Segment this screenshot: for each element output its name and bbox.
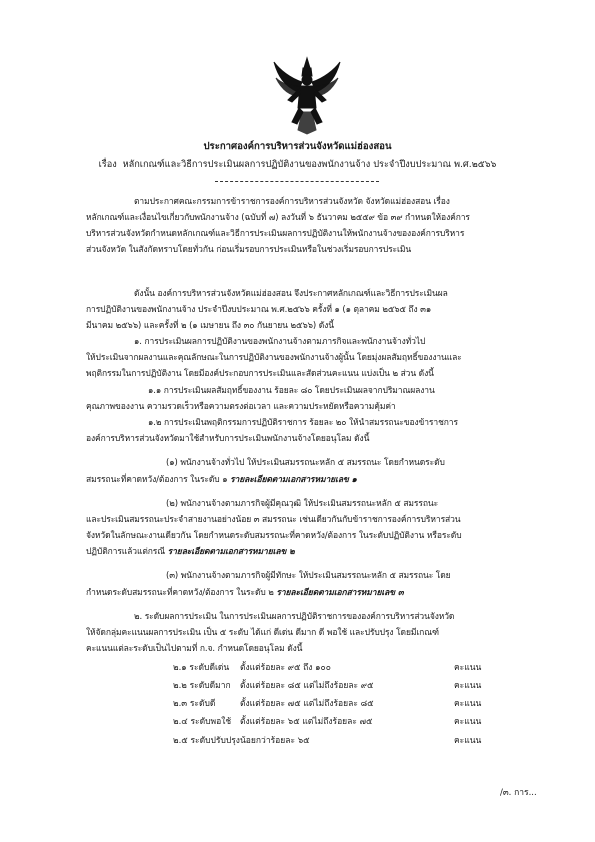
level-unit: คะแนน	[454, 717, 482, 727]
level-range: ตั้งแต่ร้อยละ ๖๕ แต่ไม่ถึงร้อยละ ๗๕	[240, 717, 373, 727]
sub-item-line: (๒) พนักงานจ้างตามภารกิจผู้มีคุณวุฒิ ให้ประเมินสมรรถนะหลัก ๕ สมรรถนะ	[166, 499, 439, 509]
title-divider	[215, 181, 379, 182]
level-label: ๒.๔ ระดับพอใช้	[173, 717, 232, 727]
subject-text: หลักเกณฑ์และวิธีการประเมินผลการปฏิบัติงานของพนักงานจ้าง ประจำปีงบประมาณ พ.ศ.๒๕๖๖	[122, 159, 497, 170]
sub-item-line: (๓) พนักงานจ้างตามภารกิจผู้มีทักษะ ให้ประเมินสมรรถนะหลัก ๕ สมรรถนะ โดย	[166, 571, 451, 581]
sub-item-text: กำหนดระดับสมรรถนะที่คาดหวัง/ต้องการ ในระดับ ๒	[86, 588, 277, 598]
sub-item-line: และประเมินสมรรถนะประจำสายงานอย่างน้อย ๓ สมรรถนะ เช่นเดียวกันกับข้าราชการองค์การบริหารส่วน	[86, 515, 461, 525]
item-line: ๒. ระดับผลการประเมิน ในการประเมินผลการปฏิบัติราชการขององค์การบริหารส่วนจังหวัด	[134, 612, 455, 622]
sub-item-line	[86, 475, 357, 486]
level-range: ตั้งแต่ร้อยละ ๘๕ แต่ไม่ถึงร้อยละ ๙๕	[240, 681, 374, 691]
sub-item-line: จังหวัดในลักษณะงานเดียวกัน โดยกำหนดระดับสมรรถนะที่คาดหวัง/ต้องการ ในระดับปฏิบัติงาน หรือระดับ	[86, 531, 462, 541]
level-range: ตั้งแต่ร้อยละ ๗๕ แต่ไม่ถึงร้อยละ ๘๕	[240, 699, 374, 709]
paragraph-line: ตามประกาศคณะกรรมการข้าราชการองค์การบริหารส่วนจังหวัด จังหวัดแม่ฮ่องสอน เรื่อง	[134, 197, 450, 207]
sub-item-line	[86, 588, 404, 599]
item-line: ๑.๑ การประเมินผลสัมฤทธิ์ของงาน ร้อยละ ๘๐ โดยประเมินผลจากปริมาณผลงาน	[148, 386, 435, 396]
paragraph-line: มีนาคม ๒๕๖๖) และครั้งที่ ๒ (๑ เมษายน ถึง ๓๐ กันยายน ๒๕๖๖) ดังนี้	[86, 321, 334, 331]
paragraph-line: ดังนั้น องค์การบริหารส่วนจังหวัดแม่ฮ่องสอน จึงประกาศหลักเกณฑ์และวิธีการประเมินผล	[134, 289, 448, 299]
garuda-emblem-icon	[272, 56, 342, 136]
sub-item-line	[86, 547, 295, 558]
item-line: ให้ประเมินจากผลงานและคุณลักษณะในการปฏิบัติงานของพนักงานจ้างผู้นั้น โดยมุ่งผลสัมฤทธิ์ของงานและ	[86, 353, 462, 363]
item-line: คะแนนแต่ละระดับเป็นไปตามที่ ก.จ. กำหนดโดยอนุโลม ดังนี้	[86, 644, 303, 654]
document-reference: รายละเอียดตามเอกสารหมายเลข ๓	[276, 588, 404, 598]
item-line: คุณภาพของงาน ความรวดเร็วหรือความตรงต่อเวลา และความประหยัดหรือความคุ้มค่า	[86, 402, 396, 412]
level-unit: คะแนน	[454, 699, 482, 709]
level-label: ๒.๓ ระดับดี	[173, 699, 216, 709]
next-page-reference: /๓. การ...	[500, 788, 537, 798]
level-range: น้อยกว่าร้อยละ ๖๕	[240, 736, 310, 746]
sub-item-text: สมรรถนะที่คาดหวัง/ต้องการ ในระดับ ๑	[86, 475, 231, 485]
paragraph-line: การปฏิบัติงานของพนักงานจ้าง ประจำปีงบประมาณ พ.ศ.๒๕๖๖ ครั้งที่ ๑ (๑ ตุลาคม ๒๕๖๕ ถึง ๓๑	[86, 305, 432, 315]
level-unit: คะแนน	[454, 681, 482, 691]
item-line: องค์การบริหารส่วนจังหวัดมาใช้สำหรับการประเมินพนักงานจ้างโดยอนุโลม ดังนี้	[86, 434, 370, 444]
item-line: ๑.๒ การประเมินพฤติกรรมการปฏิบัติราชการ ร้อยละ ๒๐ ให้นำสมรรถนะของข้าราชการ	[148, 418, 458, 428]
sub-item-text: ปฏิบัติการแล้วแต่กรณี	[86, 547, 168, 557]
level-label: ๒.๕ ระดับปรับปรุง	[173, 736, 240, 746]
paragraph-line: หลักเกณฑ์และเงื่อนไขเกี่ยวกับพนักงานจ้าง (ฉบับที่ ๗) ลงวันที่ ๖ ธันวาคม ๒๕๕๙ ข้อ ๓๙ กำหนดให้องค์การ	[86, 213, 470, 223]
document-subject	[60, 158, 535, 171]
level-unit: คะแนน	[454, 736, 482, 746]
level-label: ๒.๒ ระดับดีมาก	[173, 681, 231, 691]
item-line: ให้จัดกลุ่มคะแนนผลการประเมิน เป็น ๕ ระดับ ได้แก่ ดีเด่น ดีมาก ดี พอใช้ และปรับปรุง โดยมีเกณฑ์	[86, 628, 439, 638]
sub-item-line: (๑) พนักงานจ้างทั่วไป ให้ประเมินสมรรถนะหลัก ๕ สมรรถนะ โดยกำหนดระดับ	[166, 458, 445, 468]
level-label: ๒.๑ ระดับดีเด่น	[173, 663, 230, 673]
subject-label: เรื่อง	[98, 159, 117, 170]
document-reference: รายละเอียดตามเอกสารหมายเลข ๑	[230, 475, 357, 485]
document-reference: รายละเอียดตามเอกสารหมายเลข ๒	[167, 547, 295, 557]
level-unit: คะแนน	[454, 663, 482, 673]
paragraph-line: บริหารส่วนจังหวัดกำหนดหลักเกณฑ์และวิธีการประเมินผลการปฏิบัติงานให้พนักงานจ้างขององค์การบริหาร	[86, 229, 465, 239]
paragraph-line: ส่วนจังหวัด ในสังกัดทราบโดยทั่วกัน ก่อนเริ่มรอบการประเมินหรือในช่วงเริ่มรอบการประเมิน	[86, 245, 412, 255]
item-line: ๑. การประเมินผลการปฏิบัติงานของพนักงานจ้างตามภารกิจและพนักงานจ้างทั่วไป	[134, 337, 426, 347]
level-range: ตั้งแต่ร้อยละ ๙๕ ถึง ๑๐๐	[240, 663, 331, 673]
document-title: ประกาศองค์การบริหารส่วนจังหวัดแม่ฮ่องสอน	[203, 141, 392, 152]
item-line: พฤติกรรมในการปฏิบัติงาน โดยมีองค์ประกอบการประเมินและสัดส่วนคะแนน แบ่งเป็น ๒ ส่วน ดังนี้	[86, 369, 434, 379]
